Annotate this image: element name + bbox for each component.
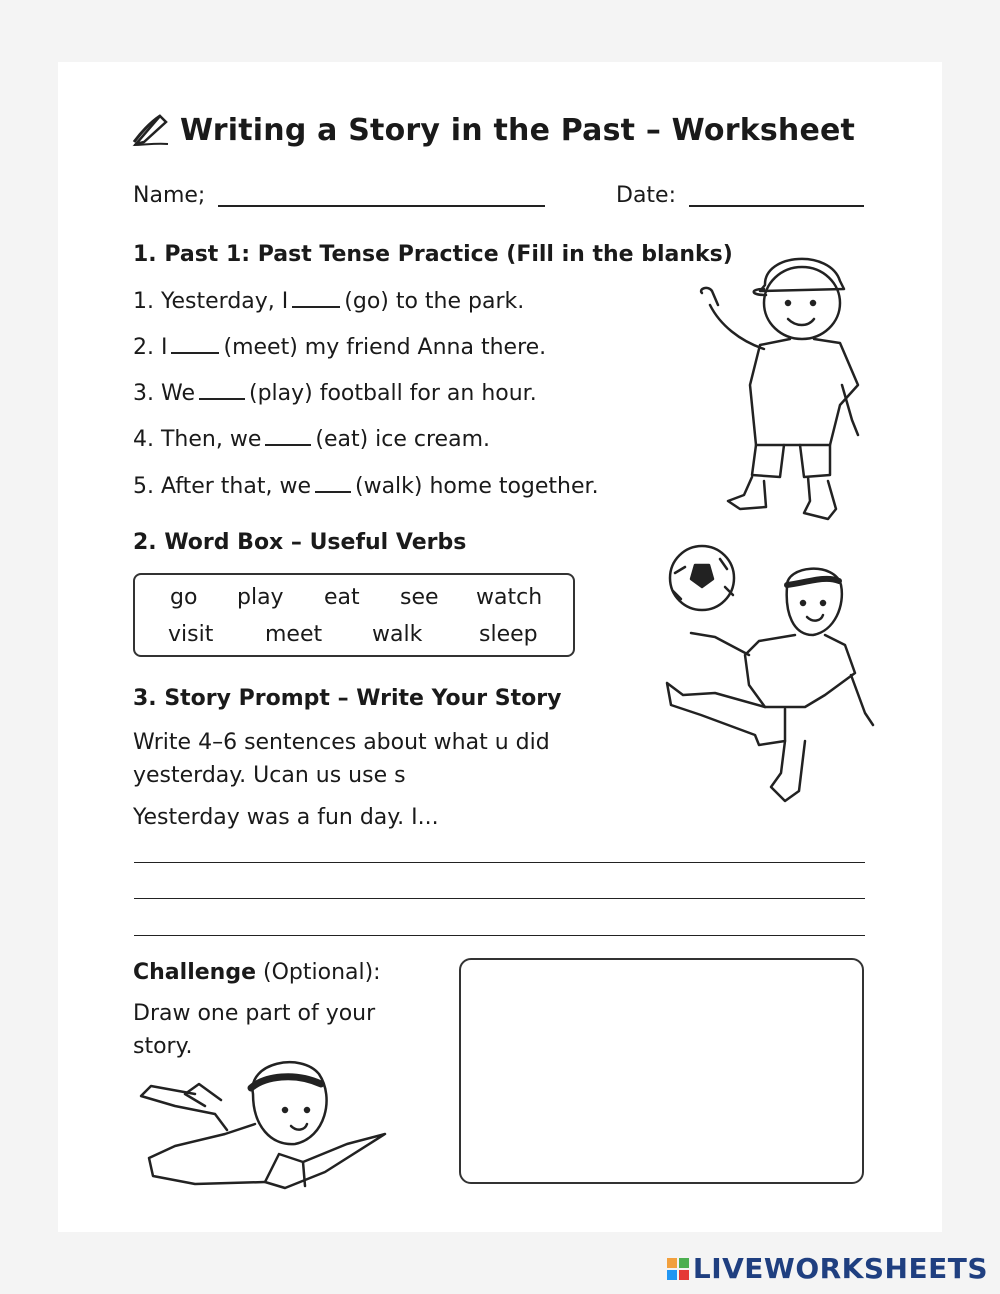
word-item: walk bbox=[372, 622, 423, 647]
word-item: play bbox=[237, 585, 284, 610]
exercise-item: 4. Then, we (eat) ice cream. bbox=[133, 427, 490, 452]
story-prompt bbox=[133, 726, 550, 792]
title-text: Writing a Story in the Past – Worksheet bbox=[180, 112, 856, 148]
reading-boy bbox=[135, 1048, 390, 1198]
answer-blank[interactable] bbox=[199, 396, 245, 400]
writing-line[interactable] bbox=[134, 862, 865, 863]
word-item: see bbox=[400, 585, 439, 610]
exercise-item: 3. We (play) football for an hour. bbox=[133, 381, 537, 406]
prompt-line: Write 4–6 sentences about what u did bbox=[133, 730, 550, 755]
challenge-label: Challenge bbox=[133, 960, 256, 985]
writing-line[interactable] bbox=[134, 898, 865, 899]
liveworksheets-logo bbox=[667, 1252, 988, 1285]
word-item: visit bbox=[168, 622, 214, 647]
answer-blank[interactable] bbox=[315, 489, 351, 493]
challenge-optional: (Optional): bbox=[263, 960, 381, 985]
exercise-item: 5. After that, we (walk) home together. bbox=[133, 474, 599, 499]
date-field[interactable] bbox=[689, 205, 864, 207]
logo-grid-icon bbox=[667, 1258, 689, 1280]
answer-blank[interactable] bbox=[292, 304, 340, 308]
word-box bbox=[133, 573, 575, 657]
prompt-line: yesterday. Ucan us use s bbox=[133, 763, 406, 788]
waving-boy bbox=[680, 245, 880, 530]
exercise-item: 1. Yesterday, I (go) to the park. bbox=[133, 289, 525, 314]
word-item: watch bbox=[476, 585, 543, 610]
story-starter: Yesterday was a fun day. I... bbox=[133, 805, 439, 830]
worksheet-title bbox=[130, 112, 855, 148]
drawing-area[interactable] bbox=[459, 958, 864, 1184]
section3-heading: 3. Story Prompt – Write Your Story bbox=[133, 686, 562, 711]
exercise-item: 2. I (meet) my friend Anna there. bbox=[133, 335, 547, 360]
soccer-boy bbox=[655, 545, 885, 810]
name-label: Name; bbox=[133, 183, 206, 208]
brand-text: LIVEWORKSHEETS bbox=[692, 1252, 988, 1285]
pen-icon bbox=[130, 112, 172, 148]
challenge-line: Draw one part of your bbox=[133, 1001, 376, 1026]
word-item: eat bbox=[324, 585, 360, 610]
section1-heading: 1. Past 1: Past Tense Practice (Fill in the blanks) bbox=[133, 242, 733, 267]
name-field[interactable] bbox=[218, 205, 545, 207]
word-item: meet bbox=[265, 622, 323, 647]
writing-line[interactable] bbox=[134, 935, 865, 936]
challenge-line: story. bbox=[133, 1034, 193, 1059]
word-item: sleep bbox=[479, 622, 538, 647]
answer-blank[interactable] bbox=[265, 442, 311, 446]
answer-blank[interactable] bbox=[171, 350, 219, 354]
section2-heading: 2. Word Box – Useful Verbs bbox=[133, 530, 467, 555]
word-item: go bbox=[170, 585, 198, 610]
date-label: Date: bbox=[616, 183, 676, 208]
challenge-heading bbox=[133, 960, 381, 985]
